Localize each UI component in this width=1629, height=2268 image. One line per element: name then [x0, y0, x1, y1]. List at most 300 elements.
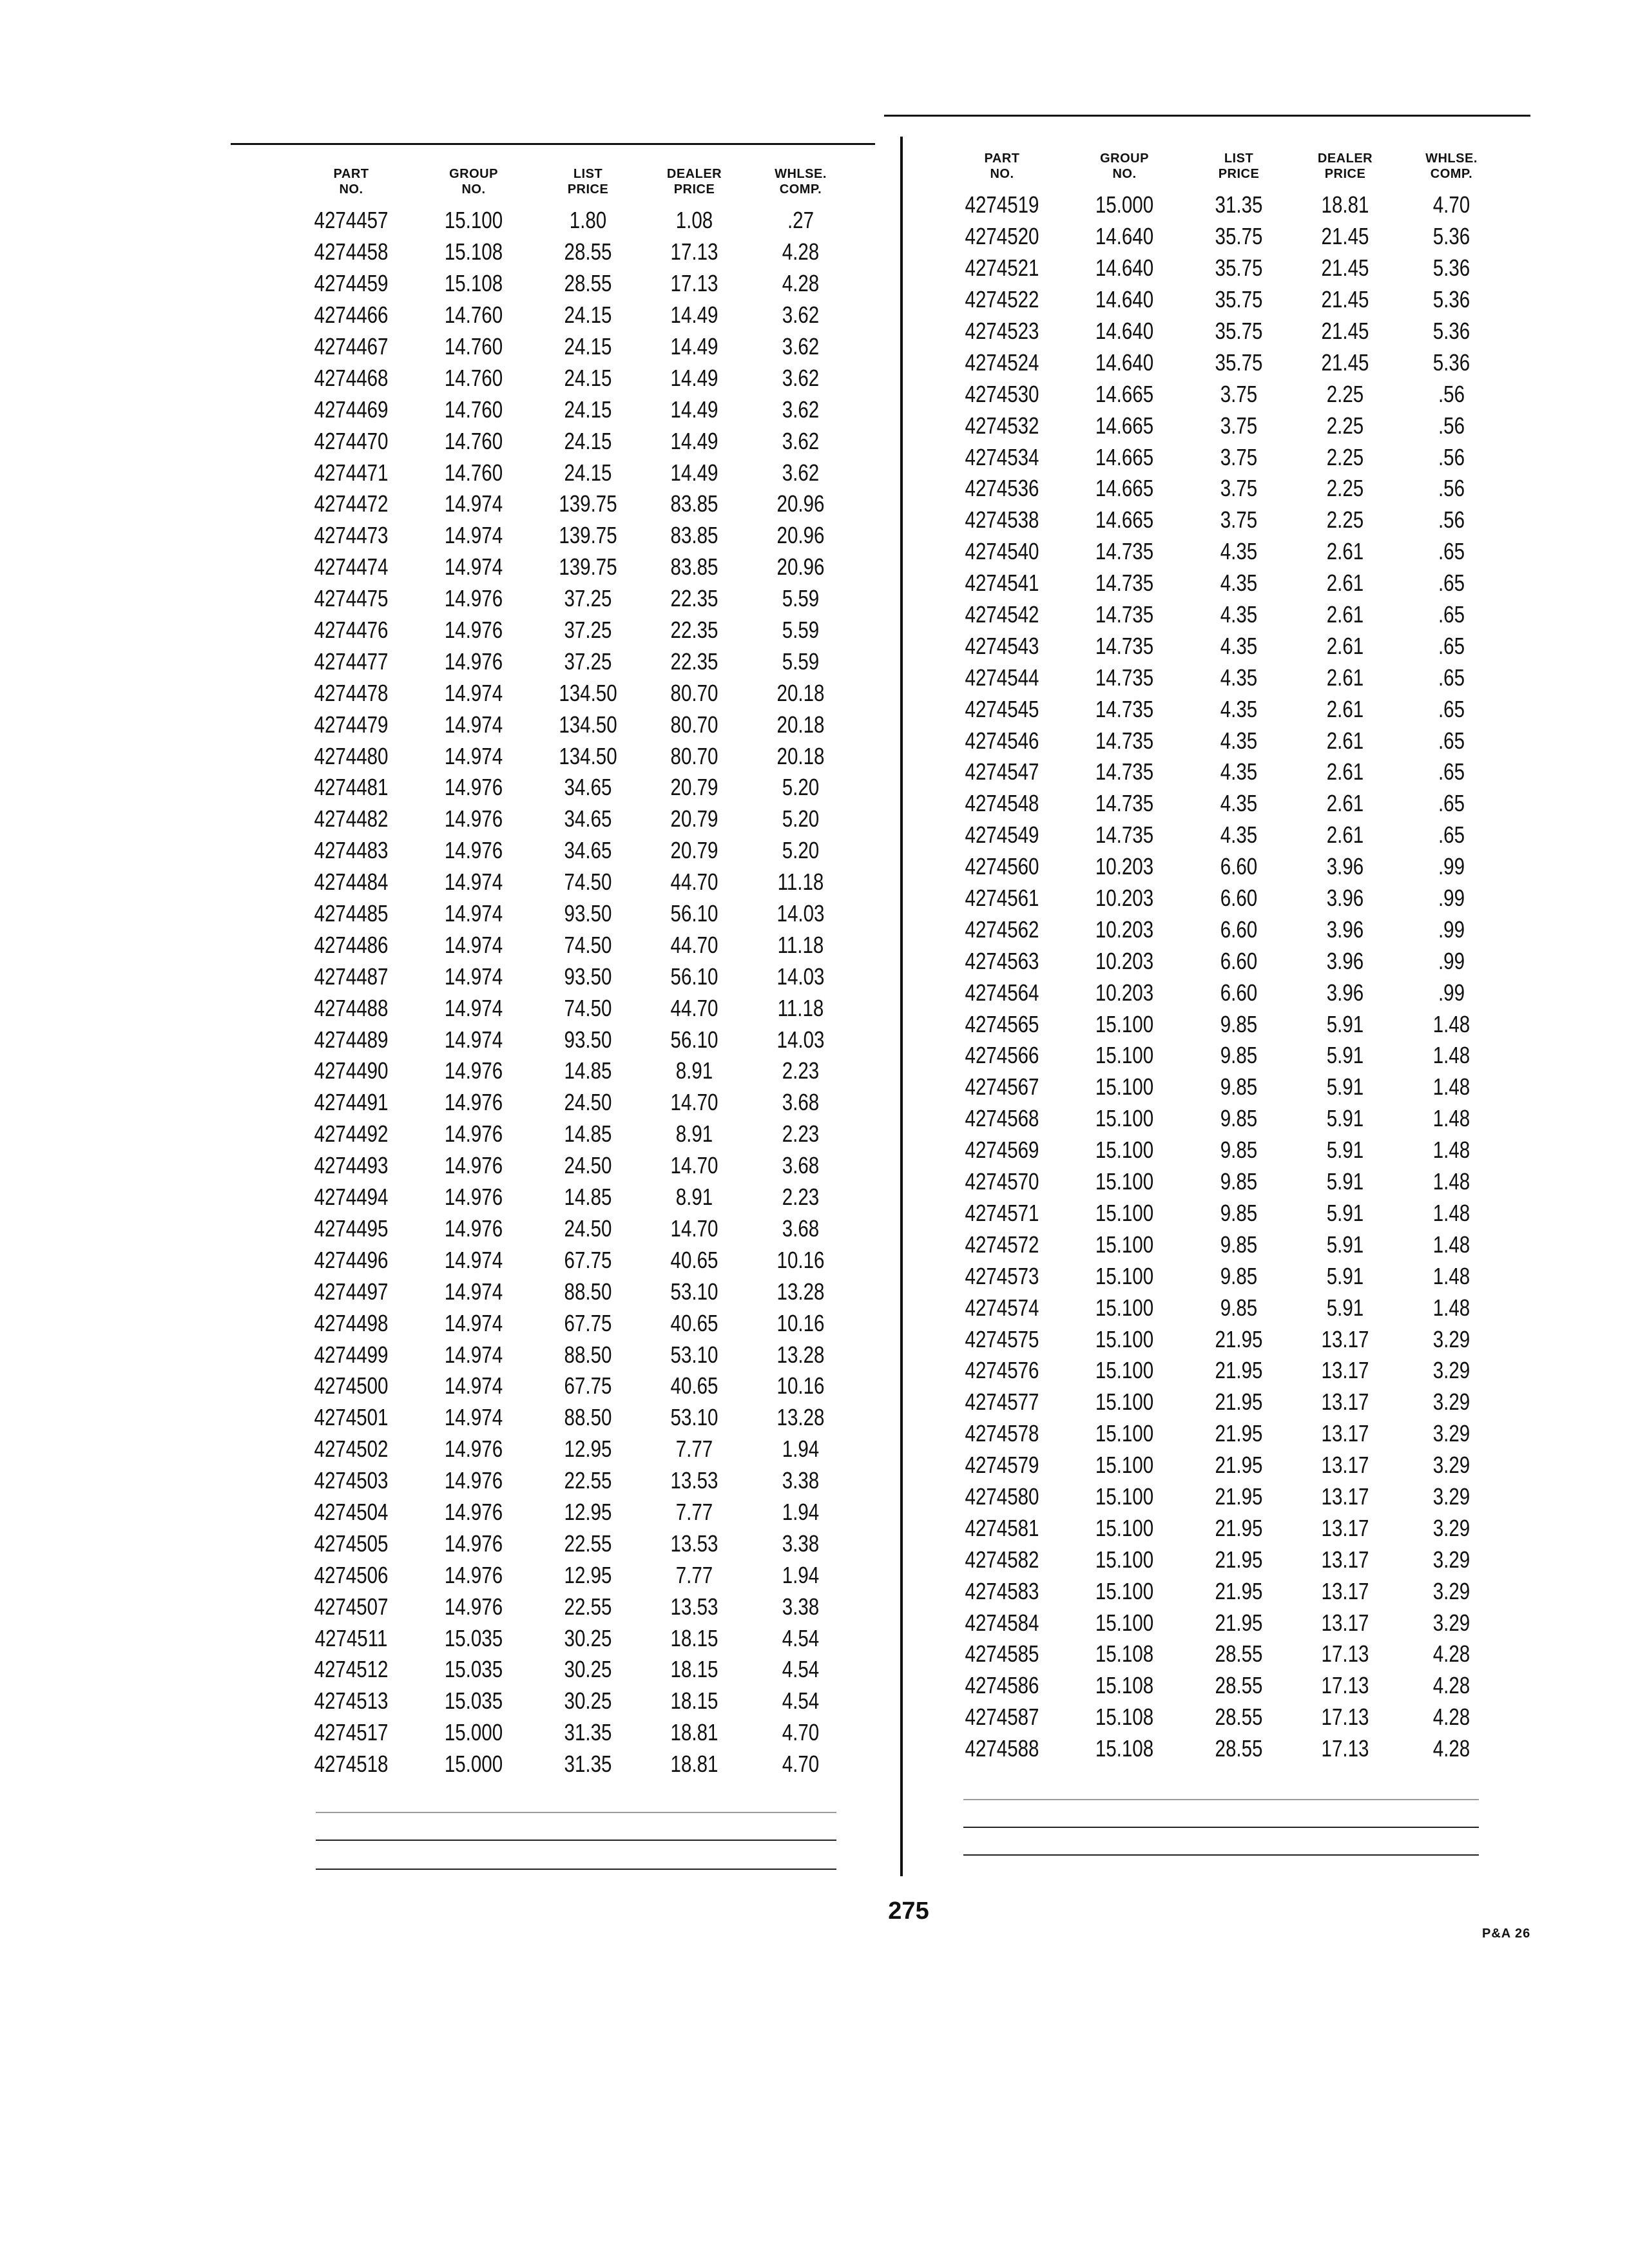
list-price-cell: 28.55 — [564, 270, 612, 297]
list-price-cell: 9.85 — [1220, 1168, 1258, 1195]
dealer-price-cell: 2.61 — [1326, 822, 1364, 849]
dealer-price-cell: 5.91 — [1326, 1199, 1364, 1226]
dealer-price-cell: 21.45 — [1321, 255, 1369, 282]
table-row — [941, 1355, 1521, 1387]
group-no-cell: 14.735 — [1095, 727, 1154, 754]
group-no-cell: 14.735 — [1095, 570, 1154, 597]
table-row — [941, 693, 1521, 725]
group-no-cell: 14.974 — [444, 679, 503, 706]
dealer-price-cell: 18.15 — [670, 1687, 718, 1715]
list-price-cell: 31.35 — [564, 1719, 612, 1746]
dealer-price-cell: 7.77 — [675, 1436, 713, 1463]
list-price-cell: 93.50 — [564, 963, 612, 990]
dealer-price-cell: 44.70 — [670, 869, 718, 896]
dealer-price-cell: 14.49 — [670, 333, 718, 360]
group-no-cell: 14.976 — [444, 1152, 503, 1179]
part-no-cell: 4274499 — [314, 1341, 389, 1368]
dealer-price-cell: 13.53 — [670, 1467, 718, 1494]
whlse-comp-cell: 4.70 — [1432, 191, 1470, 218]
list-price-cell: 30.25 — [564, 1687, 612, 1715]
group-no-cell: 15.100 — [1095, 1357, 1154, 1384]
group-no-cell: 14.976 — [444, 617, 503, 644]
dealer-price-cell: 2.25 — [1326, 380, 1364, 407]
part-no-cell: 4274586 — [965, 1672, 1039, 1699]
dealer-price-cell: 3.96 — [1326, 916, 1364, 943]
group-no-cell: 14.976 — [444, 1120, 503, 1148]
part-no-cell: 4274496 — [314, 1246, 389, 1273]
group-no-cell: 10.203 — [1095, 947, 1154, 974]
list-price-cell: 93.50 — [564, 900, 612, 927]
dealer-price-cell: 2.61 — [1326, 632, 1364, 659]
part-no-cell: 4274568 — [965, 1105, 1039, 1132]
list-price-cell: 4.35 — [1220, 538, 1258, 565]
dealer-price-cell: 20.79 — [670, 805, 718, 832]
table-row — [290, 205, 870, 236]
table-row — [941, 1702, 1521, 1733]
group-no-cell: 14.760 — [444, 333, 503, 360]
whlse-comp-cell: 2.23 — [782, 1184, 820, 1211]
whlse-comp-cell: 3.62 — [782, 364, 820, 391]
dealer-price-cell: 53.10 — [670, 1341, 718, 1368]
list-price-cell: 93.50 — [564, 1026, 612, 1053]
group-no-cell: 14.976 — [444, 585, 503, 612]
part-no-cell: 4274485 — [314, 900, 389, 927]
group-no-cell: 15.108 — [444, 238, 503, 265]
dealer-price-cell: 14.49 — [670, 396, 718, 423]
dealer-price-header: DEALER PRICE — [666, 167, 722, 197]
group-no-cell: 14.974 — [444, 1309, 503, 1336]
group-no-cell: 14.976 — [444, 1215, 503, 1242]
list-price-cell: 14.85 — [564, 1120, 612, 1148]
list-price-cell: 21.95 — [1215, 1325, 1263, 1352]
table-row — [290, 268, 870, 300]
dealer-price-cell: 21.45 — [1321, 223, 1369, 250]
whlse-comp-cell: .99 — [1438, 947, 1465, 974]
list-price-cell: 21.95 — [1215, 1420, 1263, 1447]
blank-entry-line — [963, 1827, 1479, 1828]
table-row — [290, 1528, 870, 1559]
part-no-cell: 4274501 — [314, 1404, 389, 1431]
list-price-cell: 139.75 — [559, 553, 617, 581]
whlse-comp-cell: 1.94 — [782, 1498, 820, 1525]
group-no-cell: 15.108 — [444, 270, 503, 297]
part-no-cell: 4274473 — [314, 522, 389, 549]
part-no-cell: 4274498 — [314, 1309, 389, 1336]
part-no-cell: 4274492 — [314, 1120, 389, 1148]
group-no-cell: 14.974 — [444, 490, 503, 517]
whlse-comp-cell: .65 — [1438, 570, 1465, 597]
table-row — [941, 1292, 1521, 1323]
list-price-cell: 21.95 — [1215, 1452, 1263, 1479]
whlse-comp-cell: .99 — [1438, 885, 1465, 912]
group-no-cell: 14.735 — [1095, 632, 1154, 659]
list-price-cell: 31.35 — [1215, 191, 1263, 218]
group-no-cell: 15.100 — [1095, 1137, 1154, 1164]
group-no-cell: 14.665 — [1095, 475, 1154, 502]
group-no-cell: 15.035 — [444, 1656, 503, 1683]
group-no-cell: 15.100 — [1095, 1073, 1154, 1100]
group-no-cell: 14.735 — [1095, 822, 1154, 849]
part-no-cell: 4274468 — [314, 364, 389, 391]
list-price-cell: 74.50 — [564, 869, 612, 896]
whlse-comp-cell: 1.48 — [1432, 1262, 1470, 1289]
group-no-cell: 15.000 — [1095, 191, 1154, 218]
list-price-cell: 24.15 — [564, 427, 612, 454]
list-price-cell: 9.85 — [1220, 1010, 1258, 1037]
whlse-comp-cell: 4.70 — [782, 1719, 820, 1746]
list-price-cell: 22.55 — [564, 1593, 612, 1620]
part-no-cell: 4274540 — [965, 538, 1039, 565]
list-price-cell: 9.85 — [1220, 1262, 1258, 1289]
list-price-cell: 34.65 — [564, 774, 612, 801]
part-no-cell: 4274530 — [965, 380, 1039, 407]
part-no-cell: 4274544 — [965, 664, 1039, 691]
list-price-cell: 3.75 — [1220, 380, 1258, 407]
whlse-comp-cell: .99 — [1438, 979, 1465, 1006]
group-no-cell: 14.974 — [444, 1246, 503, 1273]
dealer-price-cell: 17.13 — [1321, 1640, 1369, 1667]
dealer-price-cell: 5.91 — [1326, 1294, 1364, 1321]
table-row — [941, 725, 1521, 756]
list-price-cell: 35.75 — [1215, 349, 1263, 376]
blank-entry-line — [316, 1840, 836, 1841]
list-price-cell: 21.95 — [1215, 1357, 1263, 1384]
dealer-price-cell: 13.17 — [1321, 1609, 1369, 1636]
list-price-cell: 9.85 — [1220, 1199, 1258, 1226]
list-price-cell: 12.95 — [564, 1436, 612, 1463]
table-row — [941, 1481, 1521, 1513]
whlse-comp-cell: 1.48 — [1432, 1010, 1470, 1037]
group-no-cell: 15.100 — [1095, 1294, 1154, 1321]
table-row — [290, 898, 870, 930]
group-no-cell: 14.735 — [1095, 790, 1154, 817]
whlse-comp-cell: 4.28 — [1432, 1672, 1470, 1699]
list-price-cell: 9.85 — [1220, 1294, 1258, 1321]
whlse-comp-cell: .65 — [1438, 790, 1465, 817]
dealer-price-cell: 83.85 — [670, 490, 718, 517]
part-no-cell: 4274459 — [314, 270, 389, 297]
left-top-rule — [231, 143, 875, 145]
dealer-price-cell: 8.91 — [675, 1120, 713, 1148]
group-no-cell: 15.108 — [1095, 1704, 1154, 1731]
table-row — [941, 536, 1521, 568]
group-no-cell: 14.640 — [1095, 318, 1154, 344]
table-row — [941, 441, 1521, 473]
part-no-cell: 4274518 — [314, 1751, 389, 1778]
whlse-comp-cell: 1.48 — [1432, 1199, 1470, 1226]
whlse-comp-cell: 1.48 — [1432, 1105, 1470, 1132]
group-no-cell: 14.760 — [444, 364, 503, 391]
dealer-price-header: DEALER PRICE — [1317, 151, 1373, 181]
group-no-cell: 14.640 — [1095, 255, 1154, 282]
table-row — [941, 1733, 1521, 1765]
whlse-comp-cell: 3.38 — [782, 1467, 820, 1494]
part-no-cell: 4274549 — [965, 822, 1039, 849]
whlse-comp-cell: 3.29 — [1432, 1483, 1470, 1510]
dealer-price-cell: 5.91 — [1326, 1262, 1364, 1289]
table-row — [290, 709, 870, 740]
dealer-price-cell: 17.13 — [670, 238, 718, 265]
dealer-price-cell: 2.25 — [1326, 506, 1364, 533]
list-price-cell: 37.25 — [564, 648, 612, 675]
dealer-price-cell: 13.17 — [1321, 1452, 1369, 1479]
part-no-cell: 4274547 — [965, 758, 1039, 785]
table-row — [290, 1276, 870, 1307]
dealer-price-cell: 53.10 — [670, 1278, 718, 1305]
list-price-cell: 37.25 — [564, 617, 612, 644]
list-price-cell: 35.75 — [1215, 223, 1263, 250]
part-no-cell: 4274585 — [965, 1640, 1039, 1667]
table-row — [290, 488, 870, 520]
whlse-comp-cell: 3.68 — [782, 1089, 820, 1116]
part-no-cell: 4274522 — [965, 286, 1039, 313]
list-price-cell: 6.60 — [1220, 947, 1258, 974]
group-no-cell: 14.976 — [444, 1498, 503, 1525]
whlse-comp-cell: 14.03 — [776, 900, 825, 927]
group-no-cell: 10.203 — [1095, 885, 1154, 912]
whlse-comp-cell: 10.16 — [776, 1309, 825, 1336]
dealer-price-cell: 56.10 — [670, 1026, 718, 1053]
group-no-cell: 15.100 — [1095, 1010, 1154, 1037]
whlse-comp-cell: 1.48 — [1432, 1294, 1470, 1321]
whlse-comp-cell: 3.29 — [1432, 1420, 1470, 1447]
dealer-price-cell: 5.91 — [1326, 1231, 1364, 1258]
group-no-cell: 14.976 — [444, 1530, 503, 1557]
table-row — [290, 1370, 870, 1402]
dealer-price-cell: 3.96 — [1326, 853, 1364, 880]
dealer-price-cell: 20.79 — [670, 837, 718, 864]
part-no-cell: 4274457 — [314, 207, 389, 234]
part-no-cell: 4274519 — [965, 191, 1039, 218]
table-row — [290, 1654, 870, 1686]
dealer-price-cell: 53.10 — [670, 1404, 718, 1431]
whlse-comp-cell: 13.28 — [776, 1341, 825, 1368]
group-no-cell: 14.974 — [444, 1372, 503, 1399]
whlse-comp-cell: .65 — [1438, 601, 1465, 628]
list-price-cell: 24.15 — [564, 302, 612, 329]
part-no-cell: 4274513 — [314, 1687, 389, 1715]
part-no-cell: 4274497 — [314, 1278, 389, 1305]
list-price-cell: 9.85 — [1220, 1231, 1258, 1258]
whlse-comp-cell: .65 — [1438, 664, 1465, 691]
left-price-rows — [290, 205, 870, 1780]
list-price-cell: 21.95 — [1215, 1609, 1263, 1636]
table-row — [290, 1024, 870, 1055]
whlse-comp-cell: .65 — [1438, 758, 1465, 785]
dealer-price-cell: 2.61 — [1326, 727, 1364, 754]
table-row — [290, 300, 870, 331]
dealer-price-cell: 17.13 — [1321, 1735, 1369, 1762]
list-price-cell: 24.15 — [564, 333, 612, 360]
table-row — [941, 253, 1521, 284]
table-row — [290, 1244, 870, 1276]
whlse-comp-cell: .56 — [1438, 475, 1465, 502]
dealer-price-cell: 83.85 — [670, 522, 718, 549]
whlse-comp-cell: 5.59 — [782, 585, 820, 612]
list-price-cell: 74.50 — [564, 994, 612, 1021]
part-no-cell: 4274506 — [314, 1561, 389, 1588]
list-price-cell: 28.55 — [1215, 1704, 1263, 1731]
group-no-cell: 14.760 — [444, 427, 503, 454]
dealer-price-cell: 5.91 — [1326, 1105, 1364, 1132]
dealer-price-cell: 40.65 — [670, 1246, 718, 1273]
list-price-cell: 9.85 — [1220, 1105, 1258, 1132]
dealer-price-cell: 40.65 — [670, 1372, 718, 1399]
list-price-cell: 67.75 — [564, 1246, 612, 1273]
whlse-comp-cell: 2.23 — [782, 1057, 820, 1084]
group-no-header: GROUP NO. — [1100, 151, 1149, 181]
dealer-price-cell: 56.10 — [670, 900, 718, 927]
table-row — [290, 236, 870, 268]
table-row — [941, 189, 1521, 221]
dealer-price-cell: 2.61 — [1326, 758, 1364, 785]
table-row — [941, 1166, 1521, 1198]
group-no-cell: 14.735 — [1095, 695, 1154, 722]
whlse-comp-cell: 1.94 — [782, 1436, 820, 1463]
list-price-cell: 24.15 — [564, 459, 612, 486]
whlse-comp-cell: 3.68 — [782, 1215, 820, 1242]
list-price-cell: 3.75 — [1220, 443, 1258, 470]
list-price-cell: 35.75 — [1215, 255, 1263, 282]
dealer-price-cell: 2.25 — [1326, 443, 1364, 470]
part-no-cell: 4274542 — [965, 601, 1039, 628]
whlse-comp-cell: 3.29 — [1432, 1546, 1470, 1573]
list-price-cell: 134.50 — [559, 679, 617, 706]
group-no-cell: 10.203 — [1095, 979, 1154, 1006]
whlse-comp-cell: 14.03 — [776, 963, 825, 990]
group-no-cell: 14.976 — [444, 774, 503, 801]
whlse-comp-cell: 3.62 — [782, 396, 820, 423]
part-no-cell: 4274541 — [965, 570, 1039, 597]
table-row — [941, 1607, 1521, 1639]
whlse-comp-cell: 20.18 — [776, 711, 825, 738]
whlse-comp-cell: .56 — [1438, 506, 1465, 533]
group-no-cell: 15.100 — [1095, 1609, 1154, 1636]
part-no-cell: 4274487 — [314, 963, 389, 990]
group-no-cell: 14.974 — [444, 1278, 503, 1305]
group-no-cell: 14.976 — [444, 1436, 503, 1463]
table-row — [290, 772, 870, 803]
table-row — [290, 1213, 870, 1245]
whlse-comp-cell: 11.18 — [777, 931, 824, 958]
dealer-price-cell: 1.08 — [675, 207, 713, 234]
whlse-comp-cell: 3.62 — [782, 427, 820, 454]
dealer-price-cell: 22.35 — [670, 617, 718, 644]
group-no-cell: 14.665 — [1095, 412, 1154, 439]
group-no-cell: 10.203 — [1095, 853, 1154, 880]
part-no-cell: 4274493 — [314, 1152, 389, 1179]
dealer-price-cell: 21.45 — [1321, 349, 1369, 376]
whlse-comp-cell: 20.96 — [776, 553, 825, 581]
whlse-comp-cell: 5.36 — [1432, 318, 1470, 344]
part-no-cell: 4274567 — [965, 1073, 1039, 1100]
table-row — [941, 1450, 1521, 1481]
part-no-cell: 4274569 — [965, 1137, 1039, 1164]
list-price-cell: 4.35 — [1220, 664, 1258, 691]
part-no-cell: 4274588 — [965, 1735, 1039, 1762]
part-no-cell: 4274517 — [314, 1719, 389, 1746]
list-price-cell: 24.50 — [564, 1215, 612, 1242]
table-row — [290, 1465, 870, 1497]
part-no-cell: 4274482 — [314, 805, 389, 832]
whlse-comp-cell: .27 — [787, 207, 815, 234]
list-price-cell: 9.85 — [1220, 1137, 1258, 1164]
part-no-cell: 4274584 — [965, 1609, 1039, 1636]
group-no-cell: 14.760 — [444, 302, 503, 329]
list-price-cell: 35.75 — [1215, 286, 1263, 313]
list-price-cell: 4.35 — [1220, 695, 1258, 722]
whlse-comp-cell: 3.38 — [782, 1593, 820, 1620]
table-row — [290, 646, 870, 677]
list-price-cell: 30.25 — [564, 1624, 612, 1651]
group-no-cell: 15.100 — [1095, 1105, 1154, 1132]
part-no-cell: 4274587 — [965, 1704, 1039, 1731]
dealer-price-cell: 21.45 — [1321, 318, 1369, 344]
list-price-cell: 3.75 — [1220, 475, 1258, 502]
table-row — [941, 473, 1521, 505]
dealer-price-cell: 5.91 — [1326, 1010, 1364, 1037]
dealer-price-cell: 80.70 — [670, 679, 718, 706]
group-no-cell: 14.974 — [444, 522, 503, 549]
dealer-price-cell: 22.35 — [670, 648, 718, 675]
table-row — [290, 615, 870, 646]
right-price-rows — [941, 189, 1521, 1765]
list-price-cell: 88.50 — [564, 1404, 612, 1431]
table-row — [941, 284, 1521, 316]
group-no-cell: 15.100 — [1095, 1483, 1154, 1510]
part-no-cell: 4274572 — [965, 1231, 1039, 1258]
part-no-cell: 4274500 — [314, 1372, 389, 1399]
part-no-cell: 4274580 — [965, 1483, 1039, 1510]
part-no-cell: 4274565 — [965, 1010, 1039, 1037]
group-no-cell: 15.035 — [444, 1687, 503, 1715]
list-price-cell: 9.85 — [1220, 1073, 1258, 1100]
whlse-comp-cell: 20.18 — [776, 742, 825, 769]
group-no-cell: 14.665 — [1095, 380, 1154, 407]
part-no-cell: 4274581 — [965, 1514, 1039, 1541]
group-no-cell: 14.976 — [444, 1561, 503, 1588]
whlse-comp-cell: 20.96 — [776, 522, 825, 549]
part-no-cell: 4274582 — [965, 1546, 1039, 1573]
group-no-cell: 15.108 — [1095, 1672, 1154, 1699]
part-no-cell: 4274458 — [314, 238, 389, 265]
dealer-price-cell: 7.77 — [675, 1561, 713, 1588]
group-no-cell: 15.035 — [444, 1624, 503, 1651]
whlse-comp-cell: 1.48 — [1432, 1137, 1470, 1164]
whlse-comp-cell: 3.68 — [782, 1152, 820, 1179]
list-price-cell: 24.15 — [564, 396, 612, 423]
group-no-cell: 14.974 — [444, 711, 503, 738]
list-price-cell: 4.35 — [1220, 727, 1258, 754]
table-row — [290, 425, 870, 457]
dealer-price-cell: 3.96 — [1326, 947, 1364, 974]
part-no-cell: 4274502 — [314, 1436, 389, 1463]
group-no-cell: 14.974 — [444, 931, 503, 958]
list-price-cell: 6.60 — [1220, 979, 1258, 1006]
list-price-cell: 24.50 — [564, 1152, 612, 1179]
part-no-cell: 4274467 — [314, 333, 389, 360]
group-no-cell: 15.100 — [1095, 1514, 1154, 1541]
whlse-comp-cell: 3.29 — [1432, 1577, 1470, 1604]
group-no-cell: 15.100 — [1095, 1199, 1154, 1226]
group-no-cell: 15.100 — [1095, 1452, 1154, 1479]
table-row — [290, 1717, 870, 1749]
table-row — [290, 1434, 870, 1465]
group-no-cell: 14.976 — [444, 1593, 503, 1620]
whlse-comp-cell: 2.23 — [782, 1120, 820, 1148]
part-no-cell: 4274543 — [965, 632, 1039, 659]
part-no-cell: 4274521 — [965, 255, 1039, 282]
